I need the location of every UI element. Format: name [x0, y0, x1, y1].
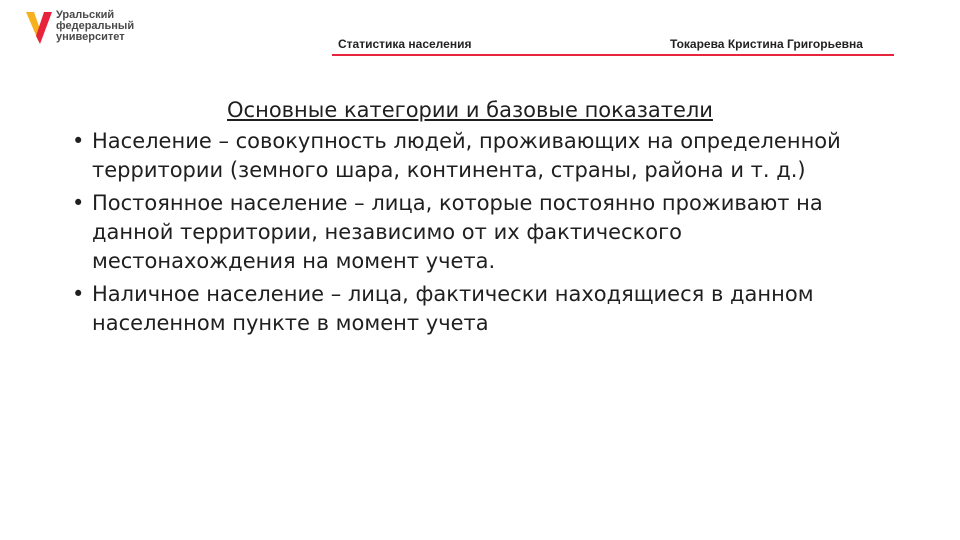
university-logo [26, 10, 156, 50]
header-author: Токарева Кристина Григорьевна [670, 37, 863, 51]
bullet-dot-icon: • [72, 129, 85, 153]
bullet-text: Наличное население – лица, фактически находящиеся в данном населенном пункте в момент учета [92, 282, 814, 335]
bullet-text: Население – совокупность людей, проживающих на определенной территории (земного шара, континента, страны, района и т. д.) [92, 129, 841, 182]
slide-title: Основные категории и базовые показатели [227, 98, 713, 122]
bullet-dot-icon: • [72, 191, 85, 215]
bullet-item [70, 280, 890, 338]
logo-line-1: Уральский [56, 9, 115, 21]
bullet-text: Постоянное население – лица, которые постоянно проживают на данной территории, независимо от их фактического местонахождения на момент учета. [92, 191, 823, 273]
university-logo-mark-icon [26, 10, 52, 46]
logo-line-3: университет [56, 31, 125, 43]
slide-body [70, 96, 890, 342]
bullet-dot-icon: • [72, 282, 85, 306]
bullet-item [70, 189, 890, 276]
bullet-item [70, 127, 890, 185]
bullet-list [70, 127, 890, 338]
logo-line-2: федеральный [56, 20, 135, 32]
header-topic: Статистика населения [338, 37, 472, 51]
university-name [56, 10, 134, 43]
header-divider [332, 54, 894, 56]
